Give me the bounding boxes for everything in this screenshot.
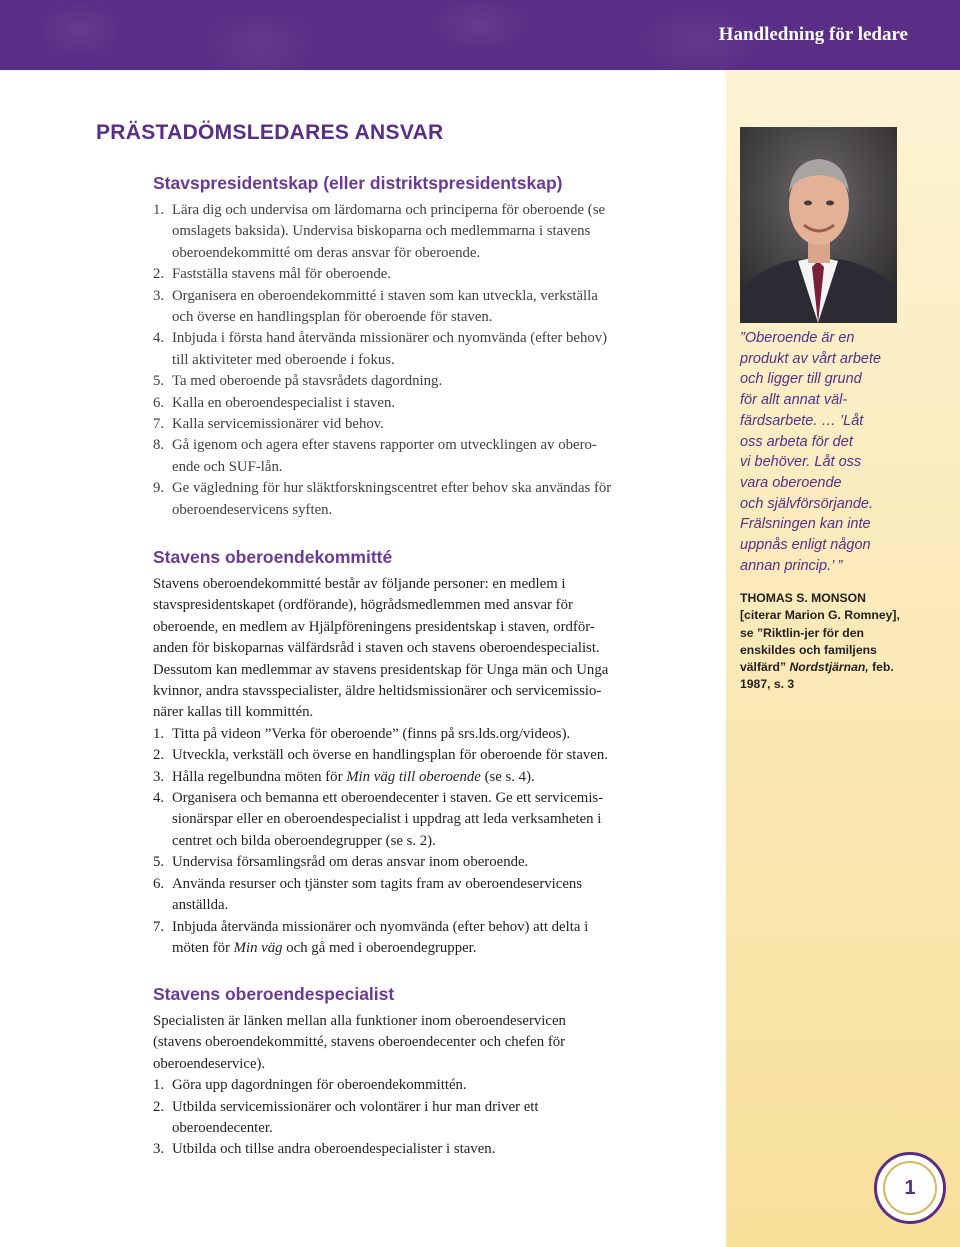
section-self-reliance-committee (153, 546, 699, 959)
attribution-detail: [citerar Marion G. Romney], se ”Riktlin-jer för den enskildes och familjens välfärd” (740, 608, 900, 675)
page-number-badge (874, 1152, 946, 1224)
responsibility-list (153, 724, 699, 959)
list-item: 3. Organisera en oberoendekommitté i staven som kan utveckla, verkställa och överse en handlingsplan för oberoende för staven. (153, 287, 598, 326)
responsibility-list (153, 1075, 699, 1161)
list-item: 5. Undervisa församlingsråd om deras ansvar inom oberoende. (153, 854, 529, 871)
list-item: 6. Kalla en oberoendespecialist i staven. (153, 394, 396, 411)
list-item: 8. Gå igenom och agera efter stavens rapporter om utvecklingen av obero- ende och SUF-lån. (153, 437, 597, 475)
list-item: 1. Lära dig och undervisa om lärdomarna och principerna för oberoende (se omslagets baksida). Undervisa biskoparna och medlemmarna i stavens oberoendekommitté om deras ansvar för oberoende. (153, 202, 606, 261)
list-item: 5. Ta med oberoende på stavsrådets dagordning. (153, 373, 443, 390)
header-title: Handledning för ledare (718, 24, 908, 45)
list-item: 3. Hålla regelbundna möten för Min väg till oberoende (se s. 4). (153, 768, 535, 785)
attribution-date: feb. 1987, s. 3 (740, 660, 894, 692)
section-stake-presidency (153, 172, 699, 521)
responsibility-list (153, 200, 699, 521)
list-item: 9. Ge vägledning för hur släktforskningscentret efter behov ska användas för oberoendeservicens syften. (153, 480, 612, 518)
section-heading: Stavens oberoendespecialist (153, 984, 395, 1004)
section-intro: Stavens oberoendekommitté består av följande personer: en medlem i stavspresidentskapet (ordförande), högrådsmedlemmen med ansvar för oberoende, en medlem av Hjälpföreningens presidentskap i staven, ordför- anden för biskoparnas välfärdsråd i staven och stavens oberoendespecialist. Dessutom kan medlemmar av stavens presidentskap för Unga män och Unga kvinnor, andra stavsspecialister, äldre heltidsmissionärer och servicemissio- närer kallas till kommittén. (153, 576, 609, 721)
list-item: 4. Inbjuda i första hand återvända missionärer och nyomvända (efter behov) till aktiviteter med oberoende i fokus. (153, 330, 608, 368)
header-banner (0, 0, 960, 70)
list-item: 7. Inbjuda återvända missionärer och nyomvända (efter behov) att delta i möten för Min väg och gå med i oberoendegrupper. (153, 918, 589, 956)
list-item: 2. Fastställa stavens mål för oberoende. (153, 266, 392, 283)
portrait-photo (740, 127, 897, 323)
section-heading: Stavspresidentskap (eller distriktspresidentskap) (153, 173, 563, 193)
attribution-source: Nordstjärnan, (789, 660, 869, 675)
list-item: 6. Använda resurser och tjänster som tagits fram av oberoendeservicens anställda. (153, 875, 583, 914)
page-number: 1 (883, 1161, 937, 1215)
section-self-reliance-specialist (153, 983, 699, 1161)
page-title: PRÄSTADÖMSLEDARES ANSVAR (96, 121, 444, 144)
sidebar-quote: ”Oberoende är en produkt av vårt arbete och ligger till grund för allt annat väl- färdsarbete. … ’Låt oss arbeta för det vi behöver. Låt oss vara oberoende och självförsörjande. Frälsningen kan inte uppnås enligt någon annan princip.’ ” (740, 330, 882, 574)
portrait-illustration (740, 127, 897, 323)
section-intro: Specialisten är länken mellan alla funktioner inom oberoendeservicen (stavens oberoendekommitté, stavens oberoendecenter och chefen för oberoendeservice). (153, 1013, 566, 1072)
attribution-name: THOMAS S. MONSON (740, 591, 866, 605)
list-item: 7. Kalla servicemissionärer vid behov. (153, 416, 384, 433)
list-item: 3. Utbilda och tillse andra oberoendespecialister i staven. (153, 1141, 496, 1158)
list-item: 1. Göra upp dagordningen för oberoendekommittén. (153, 1077, 467, 1094)
list-item: 4. Organisera och bemanna ett oberoendecenter i staven. Ge ett servicemis- sionärspar eller en oberoendespecialist i uppdrag att leda verksamheten i centret och bilda oberoendegrupper (se s. 2). (153, 790, 604, 849)
quote-attribution (740, 590, 910, 694)
list-item: 1. Titta på videon ”Verka för oberoende” (finns på srs.lds.org/videos). (153, 725, 571, 742)
list-item: 2. Utveckla, verkställ och överse en handlingsplan för oberoende för staven. (153, 747, 608, 764)
list-item: 2. Utbilda servicemissionärer och volontärer i hur man driver ett oberoendecenter. (153, 1098, 539, 1137)
section-heading: Stavens oberoendekommitté (153, 547, 393, 567)
